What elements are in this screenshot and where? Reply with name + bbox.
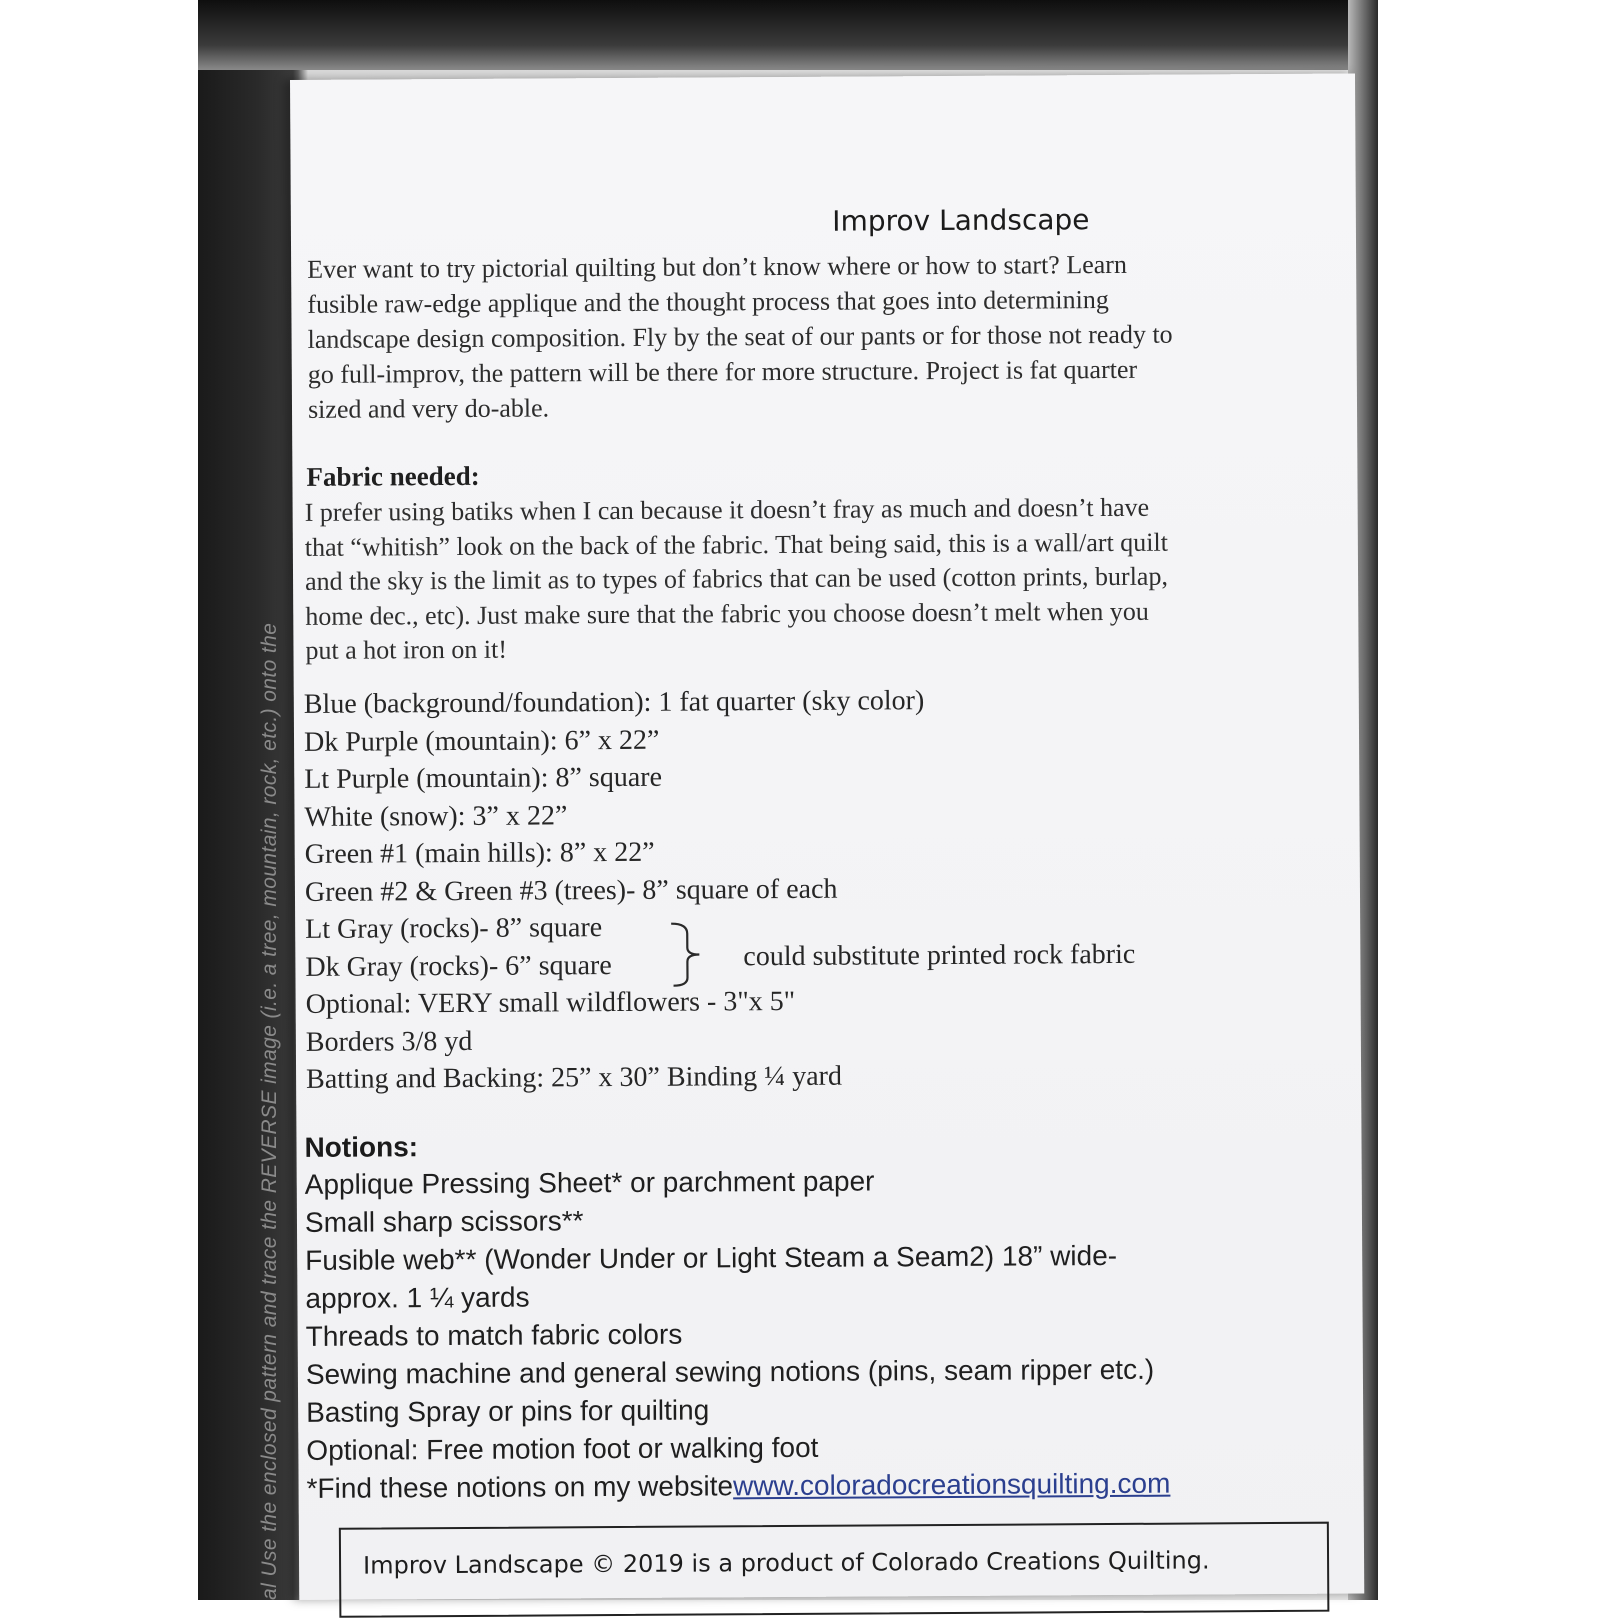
intro-line: fusible raw-edge applique and the thought process that goes into determining — [307, 285, 1109, 319]
folded-pattern-spine-text: al Use the enclosed pattern and trace the REVERSE image (i.e. a tree, mountain, rock, etc.) onto the — [258, 622, 281, 1600]
notions-heading: Notions: — [304, 1131, 419, 1163]
fabric-para-line: I prefer using batiks when I can because it doesn’t fray as much and doesn’t have — [304, 492, 1150, 527]
sleeve-top-seal — [198, 0, 1378, 70]
fabric-item: Optional: VERY small wildflowers - 3"x 5" — [305, 985, 796, 1020]
intro-line: Ever want to try pictorial quilting but don’t know where or how to start? Learn — [307, 249, 1127, 284]
fabric-item: Dk Purple (mountain): 6” x 22” — [303, 724, 660, 758]
fabric-item: Lt Gray (rocks)- 8” square — [305, 912, 603, 945]
fabric-item: Borders 3/8 yd — [305, 1025, 473, 1058]
notion-item: Sewing machine and general sewing notions (pins, seam ripper etc.) — [305, 1353, 1155, 1390]
copyright-text: Improv Landscape © 2019 is a product of Colorado Creations Quilting. — [362, 1546, 1210, 1580]
fabric-heading: Fabric needed: — [306, 460, 480, 492]
notion-item: Fusible web** (Wonder Under or Light Steam a Seam2) 18” wide- — [305, 1239, 1118, 1276]
notion-item: Applique Pressing Sheet* or parchment paper — [304, 1165, 875, 1200]
pattern-sheet — [290, 73, 1364, 1599]
fabric-list — [304, 682, 927, 1098]
intro-paragraph — [307, 246, 1308, 427]
intro-line: sized and very do-able. — [307, 393, 550, 424]
fabric-item: Green #2 & Green #3 (trees)- 8” square of each — [304, 873, 838, 908]
fabric-item: Batting and Backing: 25” x 30” Binding ¼ yard — [306, 1060, 843, 1095]
fabric-para-line: that “whitish” look on the back of the fabric. That being said, this is a wall/art quilt — [304, 527, 1169, 562]
right-brace-icon — [667, 919, 707, 989]
website-line — [306, 1465, 1170, 1508]
fabric-item: Dk Gray (rocks)- 6” square — [305, 949, 612, 983]
fabric-paragraph — [305, 490, 1316, 669]
website-prefix: *Find these notions on my website — [306, 1470, 734, 1504]
intro-line: landscape design composition. Fly by the seat of our pants or for those not ready to — [307, 319, 1173, 354]
rock-fabric-note: could substitute printed rock fabric — [743, 938, 1136, 973]
notions-list — [305, 1161, 1171, 1508]
fabric-item: White (snow): 3” x 22” — [304, 799, 568, 833]
copyright-box — [339, 1522, 1330, 1618]
pattern-title: Improv Landscape — [832, 203, 1090, 238]
fabric-item: Lt Purple (mountain): 8” square — [304, 761, 663, 795]
notion-item: Optional: Free motion foot or walking foot — [306, 1431, 819, 1466]
intro-line: go full-improv, the pattern will be there for more structure. Project is fat quarter — [307, 354, 1138, 389]
notion-item: Basting Spray or pins for quilting — [306, 1394, 710, 1428]
fabric-para-line: and the sky is the limit as to types of fabrics that can be used (cotton prints, burlap, — [304, 561, 1169, 596]
website-link[interactable]: www.coloradocreationsquilting.com — [732, 1467, 1171, 1502]
notion-item: Small sharp scissors** — [304, 1205, 584, 1238]
fabric-item: Green #1 (main hills): 8” x 22” — [304, 836, 655, 870]
fabric-para-line: home dec., etc). Just make sure that the fabric you choose doesn’t melt when you — [305, 596, 1149, 631]
notion-item: Threads to match fabric colors — [305, 1318, 683, 1352]
fabric-para-line: put a hot iron on it! — [305, 634, 508, 665]
notion-item: approx. 1 ¼ yards — [305, 1281, 530, 1314]
fabric-item: Blue (background/foundation): 1 fat quarter (sky color) — [303, 685, 925, 720]
